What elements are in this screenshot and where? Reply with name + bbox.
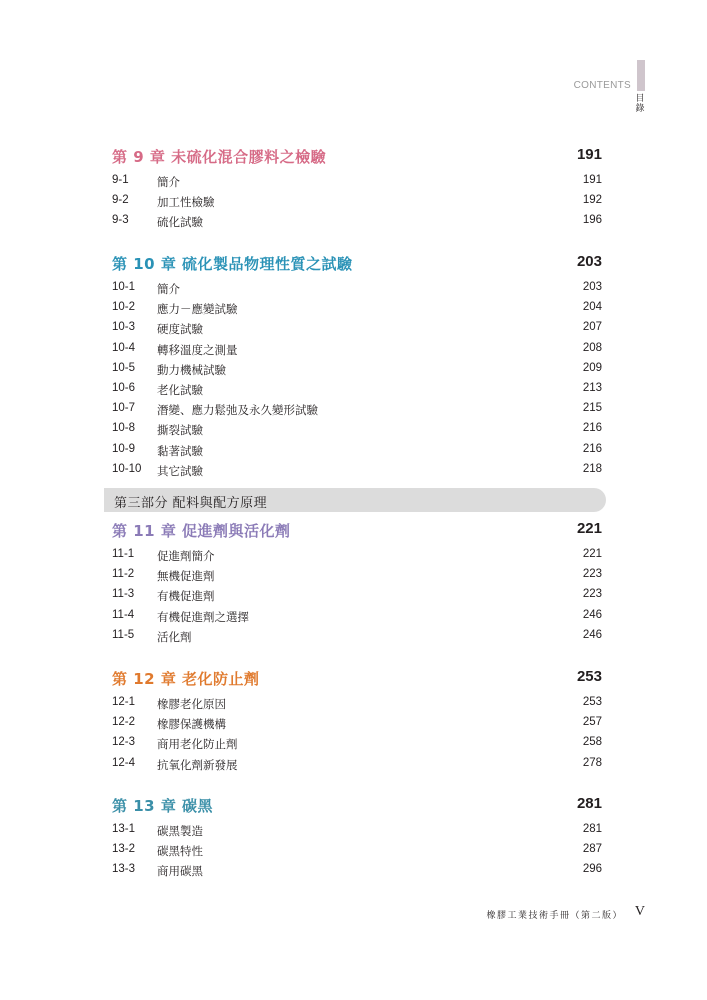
toc-entry[interactable] xyxy=(112,755,602,775)
chapter-heading[interactable] xyxy=(112,146,602,172)
toc-entry[interactable] xyxy=(112,192,602,212)
section-page: 192 xyxy=(582,194,602,207)
section-page: 278 xyxy=(582,756,602,769)
section-number: 13-1 xyxy=(112,823,136,835)
section-title: 商用老化防止劑 xyxy=(157,737,238,752)
section-number: 10-7 xyxy=(112,402,136,415)
chapter-page-number: 281 xyxy=(576,795,602,812)
section-page: 216 xyxy=(582,422,602,435)
section-title: 加工性檢驗 xyxy=(157,195,215,210)
chapter-title: 第 9 章 未硫化混合膠料之檢驗 xyxy=(112,148,327,166)
toc-entry[interactable] xyxy=(112,566,602,586)
chapter-page-number: 221 xyxy=(576,520,602,537)
section-title: 有機促進劑 xyxy=(157,589,215,604)
chapter-12 xyxy=(112,668,602,775)
toc-entry[interactable] xyxy=(112,400,602,420)
section-title: 潛變、應力鬆弛及永久變形試驗 xyxy=(157,403,318,418)
toc-entry[interactable] xyxy=(112,627,602,647)
section-number: 11-3 xyxy=(112,588,135,601)
contents-tab-bar xyxy=(637,60,645,91)
section-number: 10-8 xyxy=(112,422,136,435)
section-page: 215 xyxy=(582,402,602,415)
section-page: 208 xyxy=(582,341,602,354)
section-number: 10-9 xyxy=(112,442,136,455)
section-page: 223 xyxy=(582,588,602,601)
mulu-label: 目錄 xyxy=(635,94,645,114)
toc-entry[interactable] xyxy=(112,546,602,566)
section-number: 9-1 xyxy=(112,174,129,186)
chapter-heading[interactable] xyxy=(112,795,602,821)
section-number: 10-2 xyxy=(112,301,136,314)
section-page: 223 xyxy=(582,568,602,581)
section-page: 253 xyxy=(582,696,602,708)
section-title: 其它試驗 xyxy=(157,463,203,478)
chapter-title: 第 13 章 碳黑 xyxy=(112,797,214,815)
section-page: 191 xyxy=(582,174,602,186)
toc-entry[interactable] xyxy=(112,734,602,754)
section-title: 黏著試驗 xyxy=(157,443,203,458)
section-title: 簡介 xyxy=(157,175,180,189)
section-page: 204 xyxy=(582,301,602,314)
toc-entry[interactable] xyxy=(112,172,602,192)
toc-entry[interactable] xyxy=(112,360,602,380)
chapter-heading[interactable] xyxy=(112,253,602,279)
section-number: 13-3 xyxy=(112,863,136,876)
toc-entry[interactable] xyxy=(112,461,602,481)
section-title: 簡介 xyxy=(157,282,180,296)
toc-entry[interactable] xyxy=(112,299,602,319)
section-title: 碳黑製造 xyxy=(157,824,203,838)
section-number: 10-10 xyxy=(112,462,142,475)
section-page: 257 xyxy=(582,716,602,729)
section-title: 硬度試驗 xyxy=(157,322,203,337)
section-page: 203 xyxy=(582,281,602,293)
section-page: 213 xyxy=(582,381,602,394)
section-page: 209 xyxy=(582,361,602,374)
toc-entry[interactable] xyxy=(112,212,602,232)
section-number: 9-2 xyxy=(112,194,129,207)
part-label: 第三部分 配料與配方原理 xyxy=(114,496,268,511)
toc-entry[interactable] xyxy=(112,714,602,734)
section-title: 抗氧化劑新發展 xyxy=(157,757,238,772)
page-number: V xyxy=(634,904,645,919)
toc-entry[interactable] xyxy=(112,420,602,440)
section-page: 258 xyxy=(582,736,602,749)
chapter-page-number: 253 xyxy=(576,668,602,685)
section-number: 10-1 xyxy=(112,281,136,293)
section-title: 撕裂試驗 xyxy=(157,423,203,438)
section-title: 應力－應變試驗 xyxy=(157,302,238,317)
section-page: 296 xyxy=(582,863,602,876)
chapter-13 xyxy=(112,795,602,882)
toc-entry[interactable] xyxy=(112,607,602,627)
contents-header xyxy=(525,60,645,118)
section-title: 商用碳黑 xyxy=(157,864,203,879)
chapter-9 xyxy=(112,146,602,233)
section-number: 10-5 xyxy=(112,361,136,374)
section-number: 13-2 xyxy=(112,843,136,856)
toc-entry[interactable] xyxy=(112,319,602,339)
section-title: 硫化試驗 xyxy=(157,215,203,230)
section-number: 10-3 xyxy=(112,321,136,334)
section-number: 10-6 xyxy=(112,381,136,394)
section-page: 207 xyxy=(582,321,602,334)
toc-entry[interactable] xyxy=(112,821,602,841)
toc-entry[interactable] xyxy=(112,441,602,461)
section-page: 216 xyxy=(582,442,602,455)
part-three-band xyxy=(104,488,606,512)
section-number: 11-4 xyxy=(112,608,135,621)
page-footer xyxy=(345,904,645,924)
section-number: 12-3 xyxy=(112,736,136,749)
section-title: 促進劑簡介 xyxy=(157,549,215,563)
section-number: 12-4 xyxy=(112,756,136,769)
section-title: 轉移溫度之測量 xyxy=(157,342,238,357)
section-title: 老化試驗 xyxy=(157,382,203,397)
section-number: 12-2 xyxy=(112,716,136,729)
section-title: 有機促進劑之選擇 xyxy=(157,609,249,624)
section-page: 246 xyxy=(582,628,602,641)
toc-entry[interactable] xyxy=(112,279,602,299)
section-title: 動力機械試驗 xyxy=(157,362,226,377)
section-page: 196 xyxy=(582,214,602,227)
chapter-title: 第 12 章 老化防止劑 xyxy=(112,670,260,688)
chapter-page-number: 191 xyxy=(576,146,602,163)
chapter-title: 第 10 章 硫化製品物理性質之試驗 xyxy=(112,255,353,273)
section-number: 9-3 xyxy=(112,214,129,227)
section-title: 碳黑特性 xyxy=(157,844,203,859)
chapter-heading[interactable] xyxy=(112,668,602,694)
section-title: 無機促進劑 xyxy=(157,569,215,584)
section-number: 10-4 xyxy=(112,341,136,354)
chapter-11 xyxy=(112,520,602,647)
chapter-heading[interactable] xyxy=(112,520,602,546)
chapter-title: 第 11 章 促進劑與活化劑 xyxy=(112,522,291,540)
section-title: 活化劑 xyxy=(157,629,192,644)
section-number: 11-1 xyxy=(112,548,135,560)
book-title: 橡膠工業技術手冊（第二版） xyxy=(486,911,623,921)
section-title: 橡膠老化原因 xyxy=(157,697,226,711)
section-number: 11-2 xyxy=(112,568,135,581)
toc-entry[interactable] xyxy=(112,340,602,360)
section-page: 221 xyxy=(582,548,602,560)
toc-entry[interactable] xyxy=(112,380,602,400)
section-page: 218 xyxy=(582,462,602,475)
toc-entry[interactable] xyxy=(112,586,602,606)
chapter-10 xyxy=(112,253,602,481)
toc-entry[interactable] xyxy=(112,694,602,714)
section-page: 281 xyxy=(582,823,602,835)
toc-entry[interactable] xyxy=(112,861,602,881)
section-title: 橡膠保護機構 xyxy=(157,717,226,732)
section-number: 12-1 xyxy=(112,696,136,708)
contents-label: CONTENTS xyxy=(573,80,631,91)
chapter-page-number: 203 xyxy=(576,253,602,270)
section-page: 287 xyxy=(582,843,602,856)
section-number: 11-5 xyxy=(112,628,135,641)
toc-entry[interactable] xyxy=(112,841,602,861)
section-page: 246 xyxy=(582,608,602,621)
